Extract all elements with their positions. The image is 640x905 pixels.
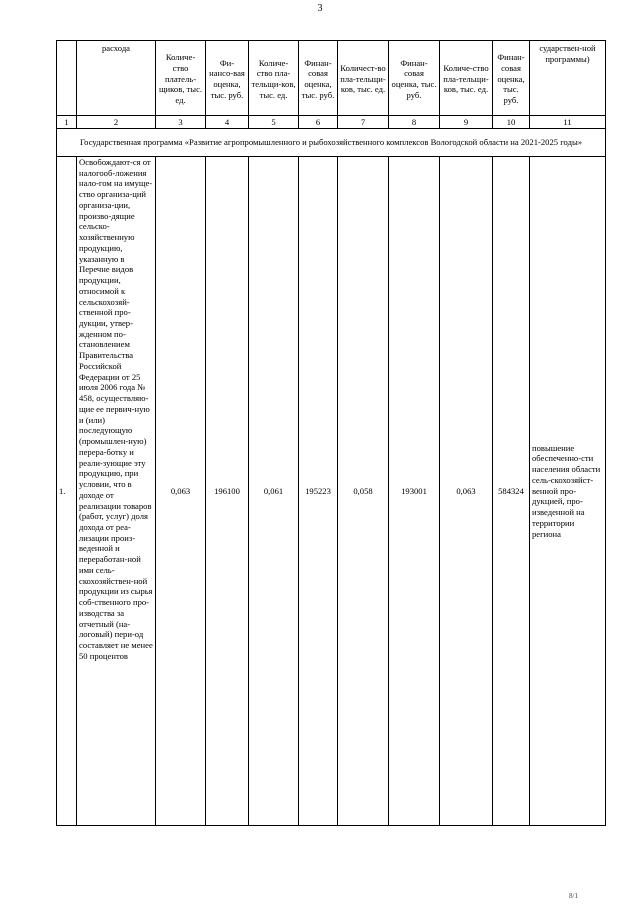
header-cell-7: Количест-во пла-тельщи-ков, тыс. ед. xyxy=(338,41,389,116)
header-row xyxy=(57,41,606,116)
payers-count-cell: 0,058 xyxy=(338,157,389,826)
financial-estimate-cell: 193001 xyxy=(389,157,440,826)
column-number: 4 xyxy=(206,116,249,129)
header-cell-11: сударствен-ной программы) xyxy=(530,41,606,116)
column-number: 11 xyxy=(530,116,606,129)
column-number: 7 xyxy=(338,116,389,129)
column-number: 2 xyxy=(77,116,156,129)
table-row xyxy=(57,157,606,826)
column-number: 3 xyxy=(156,116,206,129)
column-number-row xyxy=(57,116,606,129)
financial-estimate-cell: 196100 xyxy=(206,157,249,826)
row-description: Освобождают-ся от налогооб-ложения нало-гом на имуще-ство организа-ций организа-ции, произво-дящие сельско-хозяйственную продукцию, указанную в Перечне видов продукции, относимой к сельскохозяй-ственной про-дукции, утвер-жденном по-становлением Правительства Российской Федерации от 25 июля 2006 года № 458, осуществляю-щие ее первич-ную и (или) последующую (промышлен-ную) перера-ботку и реали-зующие эту продукцию, при условии, что в доходе от реализации товаров (работ, услуг) доля дохода от реа-лизации произ-веденной и переработан-ной ими сель-скохозяйствен-ной продукции из сырья соб-ственного про-изводства за отчетный (на-логовый) пери-од составляет не менее 50 процентов xyxy=(77,157,156,826)
header-cell-8: Финан-совая оценка, тыс. руб. xyxy=(389,41,440,116)
column-number: 6 xyxy=(299,116,338,129)
header-cell-5: Количе-ство пла-тельщи-ков, тыс. ед. xyxy=(249,41,299,116)
footer-mark: 8/1 xyxy=(569,892,578,900)
header-cell-10: Финан-совая оценка, тыс. руб. xyxy=(493,41,530,116)
row-goal: повышение обеспеченно-сти населения области сель-скохозяйст-венной про-дукцией, про-изведенной на территории региона xyxy=(530,157,606,826)
tax-expenditure-table xyxy=(56,40,606,826)
column-number: 9 xyxy=(440,116,493,129)
header-cell-2: расхода xyxy=(77,41,156,116)
payers-count-cell: 0,061 xyxy=(249,157,299,826)
page-number: 3 xyxy=(317,3,323,14)
row-number: 1. xyxy=(57,157,77,826)
header-cell-9: Количе-ство пла-тельщи-ков, тыс. ед. xyxy=(440,41,493,116)
column-number: 5 xyxy=(249,116,299,129)
column-number: 8 xyxy=(389,116,440,129)
program-title: Государственная программа «Развитие агропромышленного и рыбохозяйственного комплексов Вологодской области на 2021-2025 годы» xyxy=(57,129,606,157)
payers-count-cell: 0,063 xyxy=(156,157,206,826)
program-title-row xyxy=(57,129,606,157)
header-cell-3: Количе-ство платель-щиков, тыс. ед. xyxy=(156,41,206,116)
header-cell-1 xyxy=(57,41,77,116)
header-cell-6: Финан-совая оценка, тыс. руб. xyxy=(299,41,338,116)
column-number: 1 xyxy=(57,116,77,129)
payers-count-cell: 0,063 xyxy=(440,157,493,826)
header-cell-4: Фи-нансо-вая оценка, тыс. руб. xyxy=(206,41,249,116)
financial-estimate-cell: 195223 xyxy=(299,157,338,826)
column-number: 10 xyxy=(493,116,530,129)
financial-estimate-cell: 584324 xyxy=(493,157,530,826)
